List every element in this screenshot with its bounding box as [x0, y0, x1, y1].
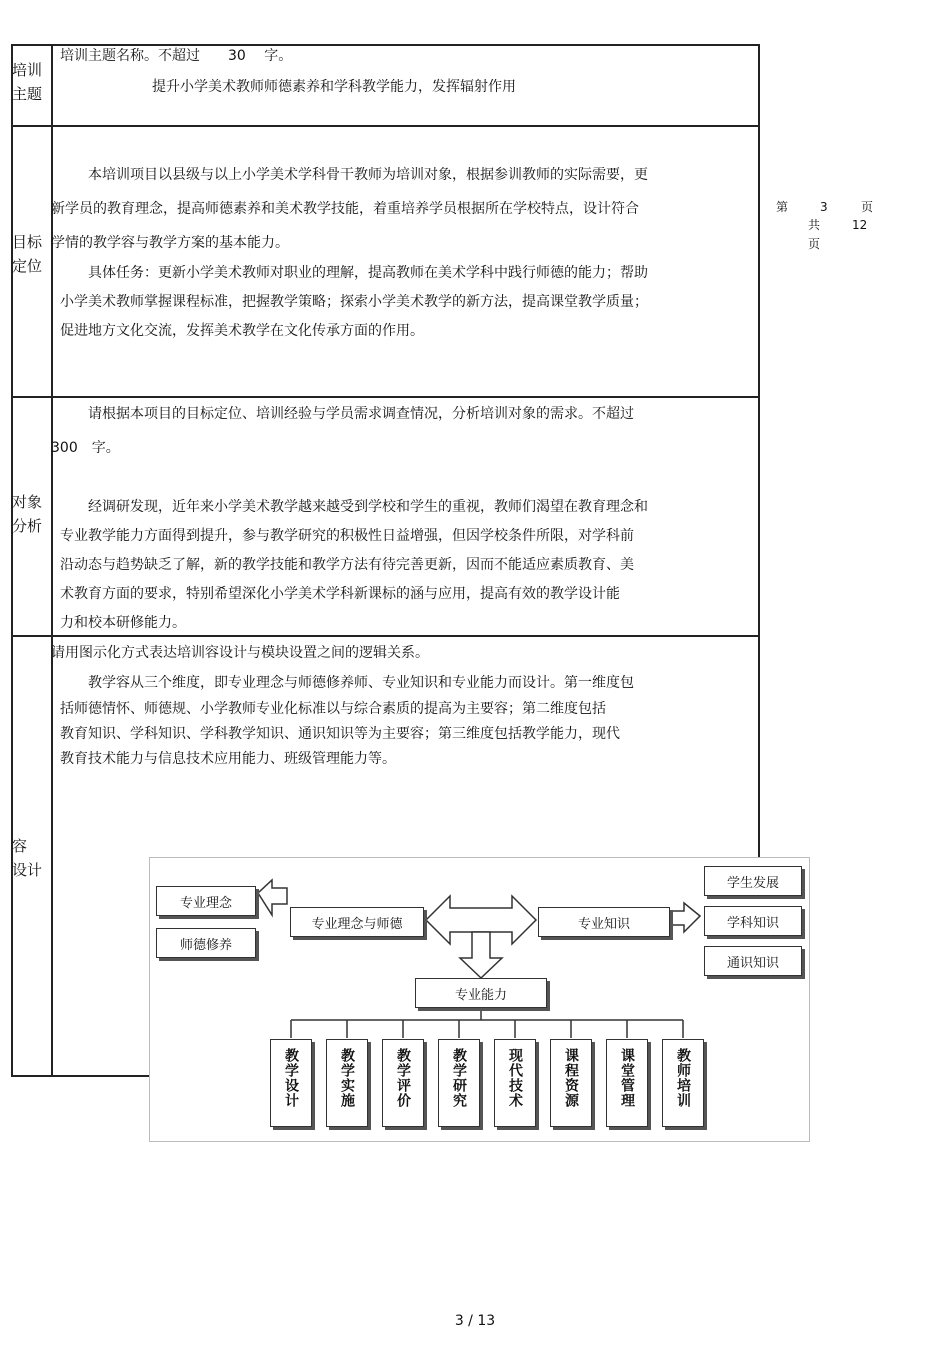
goal-line: 新学员的教育理念，提高师德素养和美术教学技能，着重培养学员根据所在学校特点，设计符合	[51, 201, 639, 217]
theme-instruction: 培训主题名称。不超过 30 字。	[60, 48, 293, 64]
side-note-ye: 页	[861, 200, 874, 214]
box-module: 教学设计	[270, 1039, 312, 1127]
row-label-goal: 目标 定位	[12, 233, 43, 275]
analysis-line: 术教育方面的要求，特别希望深化小学美术学科新课标的涵与应用，提高有效的教学设计能	[60, 586, 620, 602]
box-module: 教学评价	[382, 1039, 424, 1127]
box-center-right: 专业知识	[538, 907, 670, 937]
box-left-input: 师德修养	[156, 928, 256, 958]
design-line: 括师德情怀、师德规、小学教师专业化标准以与综合素质的提高为主要容；第二维度包括	[60, 701, 606, 717]
box-center-left: 专业理念与师德	[290, 907, 424, 937]
box-module: 教学实施	[326, 1039, 368, 1127]
box-module: 课堂管理	[606, 1039, 648, 1127]
box-module: 教师培训	[662, 1039, 704, 1127]
down-arrow	[460, 932, 502, 978]
box-right-input: 学科知识	[704, 906, 802, 936]
goal-line: 促进地方文化交流，发挥美术教学在文化传承方面的作用。	[60, 323, 424, 339]
goal-line: 具体任务：更新小学美术教师对职业的理解，提高教师在美术学科中践行师德的能力；帮助	[60, 265, 648, 281]
side-note-page: 3	[820, 200, 828, 214]
analysis-line: 经调研发现，近年来小学美术教学越来越受到学校和学生的重视，教师们渴望在教育理念和	[60, 499, 648, 515]
side-note-di: 第	[776, 200, 789, 214]
box-right-input: 学生发展	[704, 866, 802, 896]
design-line: 教育知识、学科知识、学科教学知识、通识知识等为主要容；第三维度包括教学能力，现代	[60, 726, 620, 742]
analysis-instruction: 请根据本项目的目标定位、培训经验与学员需求调查情况，分析培训对象的需求。不超过	[60, 406, 634, 422]
box-ability: 专业能力	[415, 978, 547, 1008]
box-right-input: 通识知识	[704, 946, 802, 976]
goal-line: 本培训项目以县级与以上小学美术学科骨干教师为培训对象，根据参训教师的实际需要，更	[60, 167, 648, 183]
box-module: 课程资源	[550, 1039, 592, 1127]
design-line: 教育技术能力与信息技术应用能力、班级管理能力等。	[60, 751, 396, 767]
analysis-line: 专业教学能力方面得到提升，参与教学研究的积极性日益增强，但因学校条件所限，对学科前	[60, 528, 634, 544]
row-label-theme: 培训 主题	[12, 61, 43, 103]
analysis-line: 沿动态与趋势缺乏了解，新的教学技能和教学方法有待完善更新，因而不能适应素质教育、美	[60, 557, 634, 573]
module-diagram	[149, 857, 810, 1142]
design-instruction: 请用图示化方式表达培训容设计与模块设置之间的逻辑关系。	[51, 645, 429, 661]
side-note-ye2: 页	[808, 237, 821, 251]
side-note-total: 12	[852, 218, 868, 232]
side-note-gong: 共	[808, 218, 821, 232]
analysis-line: 力和校本研修能力。	[60, 615, 186, 631]
row-label-analysis: 对象 分析	[12, 493, 43, 535]
goal-line: 学情的教学容与教学方案的基本能力。	[51, 235, 289, 251]
theme-content: 提升小学美术教师师德素养和学科教学能力，发挥辐射作用	[152, 79, 516, 95]
goal-line: 小学美术教师掌握课程标准，把握教学策略；探索小学美术教学的新方法，提高课堂教学质量；	[60, 294, 648, 310]
analysis-instruction: 300 字。	[51, 440, 120, 456]
arrow-right-inputs	[670, 903, 700, 932]
page-indicator: 3 / 13	[454, 1313, 496, 1329]
design-line: 教学容从三个维度，即专业理念与师德修养师、专业知识和专业能力而设计。第一维度包	[60, 675, 634, 691]
box-left-input: 专业理念	[156, 886, 256, 916]
box-module: 教学研究	[438, 1039, 480, 1127]
row-label-design: 容 设计	[12, 837, 43, 879]
arrow-left-inputs	[258, 880, 287, 915]
box-module: 现代技术	[494, 1039, 536, 1127]
